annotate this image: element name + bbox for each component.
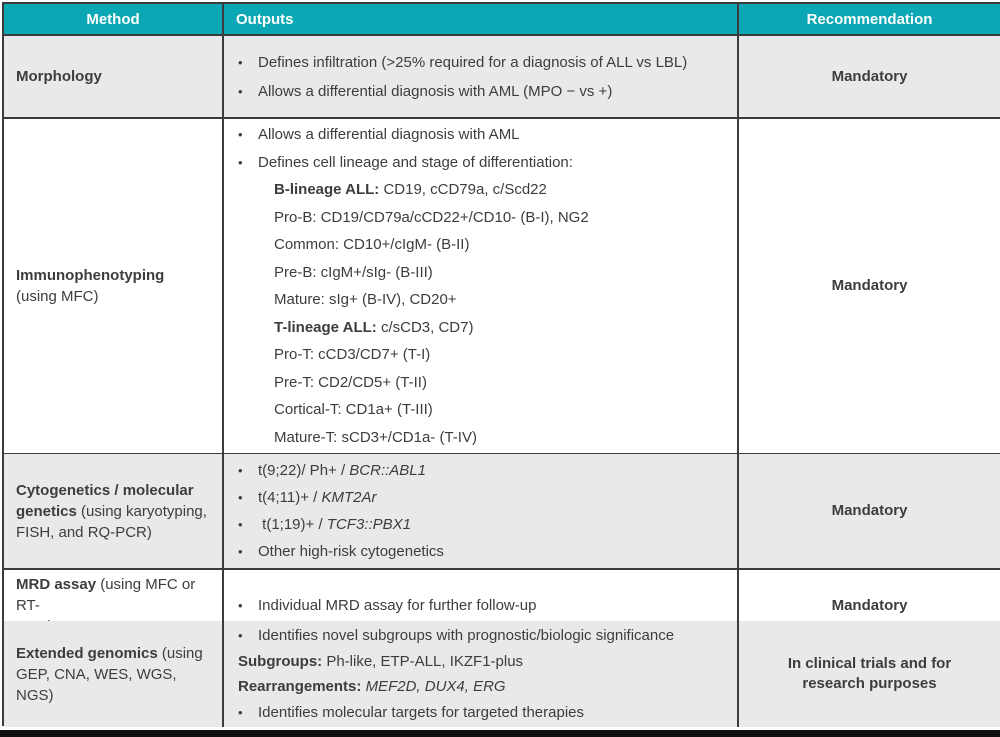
text-segment: (using xyxy=(157,644,203,662)
output-bullet-line xyxy=(224,77,731,106)
output-bullet-line xyxy=(224,592,731,619)
text-segment: FISH, and RQ-PCR) xyxy=(16,523,152,541)
text-segment: T-lineage ALL: xyxy=(274,318,377,336)
output-text xyxy=(258,538,444,565)
text-segment: MRD assay xyxy=(16,576,97,593)
output-bullet-line xyxy=(224,623,731,649)
method-line xyxy=(16,66,214,87)
output-line xyxy=(224,176,731,204)
output-text xyxy=(258,48,687,77)
text-segment: Immunophenotyping xyxy=(16,267,165,284)
output-line xyxy=(224,674,731,700)
table-row-morphology xyxy=(4,36,1000,119)
output-line xyxy=(224,259,731,287)
text-segment: Mature: sIg+ (B-IV), CD20+ xyxy=(274,291,457,308)
method-line xyxy=(16,574,214,616)
table-row-cytogenetics xyxy=(4,454,1000,570)
recommendation-cell-extended: In clinical trials and for research purposes xyxy=(739,621,1000,727)
output-text xyxy=(258,77,612,106)
text-segment: Defines infiltration (>25% required for a diagnosis of ALL vs LBL) xyxy=(258,53,688,71)
bullet-icon: • xyxy=(238,704,243,720)
text-segment: Rearrangements: xyxy=(238,678,362,695)
recommendation-cell-cytogenetics: Mandatory xyxy=(739,454,1000,568)
text-segment: Extended genomics xyxy=(16,644,158,662)
output-line xyxy=(224,314,731,342)
outputs-cell-immunophenotyping xyxy=(224,119,739,453)
recommendation-cell-mrd: Mandatory xyxy=(739,570,1000,641)
bullet-icon: • xyxy=(238,127,243,142)
text-segment: TCF3::PBX1 xyxy=(326,516,411,533)
text-segment: Identifies molecular targets for targeted therapies xyxy=(258,703,585,721)
bullet-icon: • xyxy=(238,490,243,505)
output-bullet-line xyxy=(224,121,731,149)
bullet-icon: • xyxy=(238,83,243,99)
table-row-immunophenotyping xyxy=(4,119,1000,454)
text-segment: Defines cell lineage and stage of differentiation: xyxy=(258,153,573,171)
output-bullet-line xyxy=(224,149,731,177)
method-line xyxy=(16,664,214,706)
output-text xyxy=(274,424,477,452)
method-cell-morphology xyxy=(4,36,224,117)
output-bullet-line xyxy=(224,457,731,484)
method-line xyxy=(16,522,214,543)
method-line xyxy=(16,643,214,664)
text-segment: t(1;19)+ / xyxy=(258,516,327,533)
header-method: Method xyxy=(4,4,224,34)
text-segment: Allows a differential diagnosis with AML xyxy=(258,126,520,143)
bullet-icon: • xyxy=(238,544,243,559)
output-line xyxy=(224,396,731,424)
method-line xyxy=(16,265,214,286)
output-text xyxy=(258,149,573,177)
text-segment: Pro-B: CD19/CD79a/cCD22+/CD10- (B-I), NG2 xyxy=(274,208,589,226)
table-body xyxy=(4,36,1000,724)
output-text xyxy=(238,674,506,700)
text-segment: Morphology xyxy=(16,68,102,85)
output-text xyxy=(258,121,520,149)
bullet-icon: • xyxy=(238,463,243,478)
method-line xyxy=(16,286,214,307)
output-text xyxy=(258,484,377,511)
text-segment: Allows a differential diagnosis with AML (MPO − vs +) xyxy=(258,82,613,100)
output-text xyxy=(274,314,473,342)
output-line xyxy=(224,424,731,452)
table-row-extended xyxy=(4,621,1000,724)
bullet-icon: • xyxy=(238,598,243,613)
output-text xyxy=(274,231,469,259)
output-line xyxy=(224,341,731,369)
text-segment: Subgroups: xyxy=(238,652,323,670)
table-header-row xyxy=(4,4,1000,36)
output-line xyxy=(224,204,731,232)
method-cell-immunophenotyping xyxy=(4,119,224,453)
text-segment: Pro-T: cCD3/CD7+ (T-I) xyxy=(274,346,431,363)
text-segment: Cytogenetics / molecular xyxy=(16,481,194,499)
text-segment: genetics xyxy=(16,502,77,520)
text-segment: (using MFC) xyxy=(16,288,99,305)
text-segment: Identifies novel subgroups with prognostic/biologic significance xyxy=(258,627,675,644)
text-segment: Mature-T: sCD3+/CD1a- (T-IV) xyxy=(274,428,477,446)
output-text xyxy=(274,369,427,397)
output-bullet-line xyxy=(224,700,731,726)
text-segment: Other high-risk cytogenetics xyxy=(258,543,444,560)
output-text xyxy=(258,623,674,649)
text-segment: KMT2Ar xyxy=(321,489,377,506)
bottom-bar xyxy=(0,730,1000,737)
outputs-cell-cytogenetics xyxy=(224,454,739,568)
output-text xyxy=(274,259,433,287)
text-segment: MEF2D, DUX4, ERG xyxy=(365,678,506,695)
text-segment: t(9;22)/ Ph+ / xyxy=(258,462,350,479)
text-segment: B-lineage ALL: xyxy=(274,181,380,198)
text-segment: Common: CD10+/cIgM- (B-II) xyxy=(274,236,470,253)
text-segment: Individual MRD assay for further follow-up xyxy=(258,597,537,614)
output-line xyxy=(224,286,731,314)
text-segment: c/sCD3, CD7) xyxy=(376,318,474,336)
output-text xyxy=(258,511,411,538)
output-bullet-line xyxy=(224,48,731,77)
recommendation-cell-morphology: Mandatory xyxy=(739,36,1000,117)
header-outputs: Outputs xyxy=(224,4,739,34)
text-segment: (using karyotyping, xyxy=(76,502,207,520)
output-line xyxy=(224,649,731,675)
text-segment: (using MFC or RT- xyxy=(16,576,196,614)
recommendation-cell-immunophenotyping: Mandatory xyxy=(739,119,1000,453)
method-line xyxy=(16,480,214,501)
output-text xyxy=(274,176,547,204)
output-text xyxy=(238,649,523,675)
method-cell-extended xyxy=(4,621,224,727)
diagnostics-table xyxy=(2,2,1000,726)
output-line xyxy=(224,231,731,259)
bullet-icon: • xyxy=(238,517,243,532)
outputs-cell-extended xyxy=(224,621,739,727)
text-segment: Cortical-T: CD1a+ (T-III) xyxy=(274,401,433,418)
text-segment: CD19, cCD79a, c/Scd22 xyxy=(379,181,547,198)
text-segment: Pre-B: cIgM+/sIg- (B-III) xyxy=(274,263,433,281)
header-recommendation: Recommendation xyxy=(739,4,1000,34)
output-bullet-line xyxy=(224,538,731,565)
method-line xyxy=(16,501,214,522)
bullet-icon: • xyxy=(238,54,243,70)
text-segment: t(4;11)+ / xyxy=(258,489,322,506)
output-text xyxy=(274,341,430,369)
output-text xyxy=(274,286,457,314)
bullet-icon: • xyxy=(238,628,243,643)
text-segment: GEP, CNA, WES, WGS, NGS) xyxy=(16,665,177,704)
bullet-icon: • xyxy=(238,154,243,170)
output-line xyxy=(224,369,731,397)
output-text xyxy=(274,396,433,424)
text-segment: BCR::ABL1 xyxy=(349,462,426,479)
text-segment: Ph-like, ETP-ALL, IKZF1-plus xyxy=(322,652,524,670)
output-text xyxy=(258,700,584,726)
table-row-mrd xyxy=(4,570,1000,621)
output-text xyxy=(258,592,536,619)
output-bullet-line xyxy=(224,511,731,538)
outputs-cell-morphology xyxy=(224,36,739,117)
text-segment: Pre-T: CD2/CD5+ (T-II) xyxy=(274,373,427,391)
output-text xyxy=(274,204,589,232)
output-text xyxy=(258,457,426,484)
method-cell-cytogenetics xyxy=(4,454,224,568)
output-bullet-line xyxy=(224,484,731,511)
